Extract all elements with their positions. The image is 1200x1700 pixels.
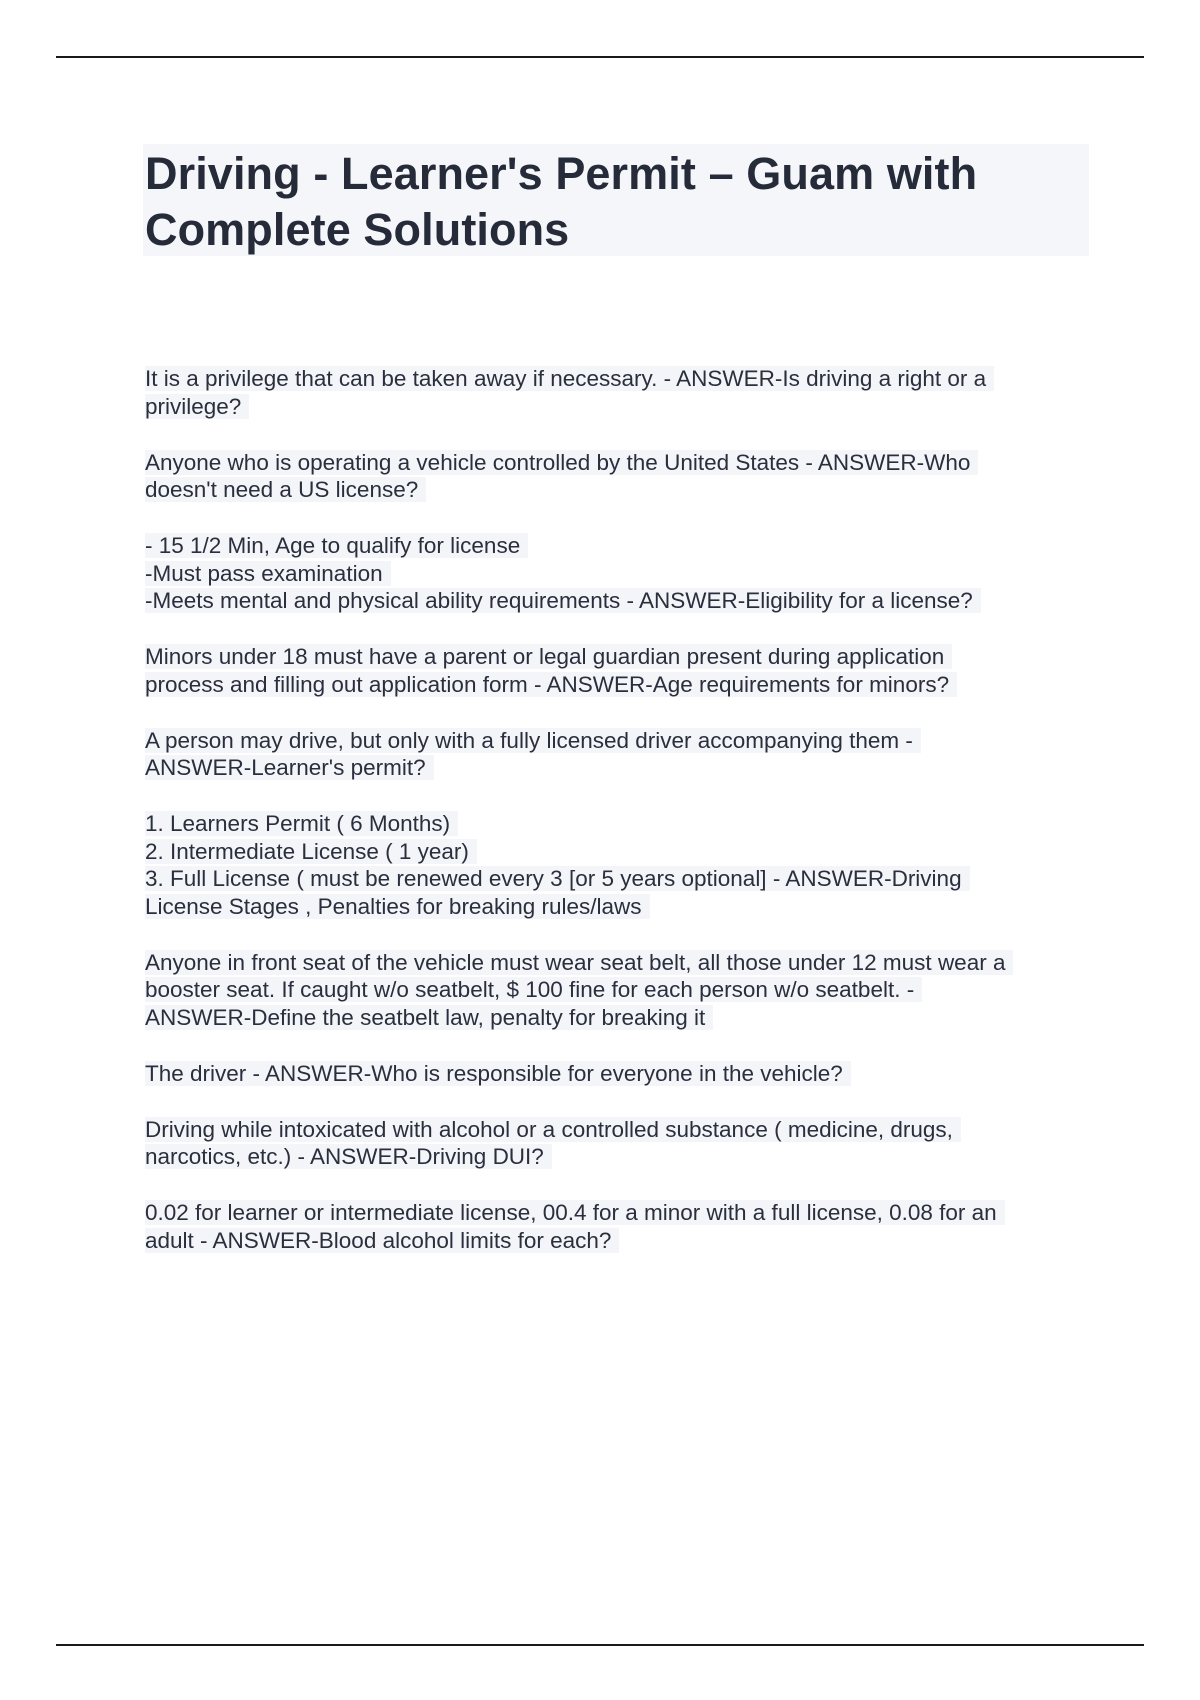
qa-entry	[145, 365, 1090, 420]
qa-entry	[145, 532, 1090, 615]
qa-line: -Must pass examination	[145, 560, 1090, 588]
qa-line: -Meets mental and physical ability requirements - ANSWER-Eligibility for a license?	[145, 587, 1090, 615]
qa-line: privilege?	[145, 393, 1090, 421]
top-rule	[56, 56, 1144, 58]
qa-line: adult - ANSWER-Blood alcohol limits for each?	[145, 1227, 1090, 1255]
qa-line: ANSWER-Learner's permit?	[145, 754, 1090, 782]
title-line: Driving - Learner's Permit – Guam with	[145, 148, 978, 199]
qa-line: License Stages , Penalties for breaking rules/laws	[145, 893, 1090, 921]
qa-line: Minors under 18 must have a parent or legal guardian present during application	[145, 643, 1090, 671]
bottom-rule	[56, 1644, 1144, 1646]
qa-line: - 15 1/2 Min, Age to qualify for license	[145, 532, 1090, 560]
qa-entry	[145, 727, 1090, 782]
qa-line: 3. Full License ( must be renewed every 3 [or 5 years optional] - ANSWER-Driving	[145, 865, 1090, 893]
qa-line: doesn't need a US license?	[145, 476, 1090, 504]
qa-line: 0.02 for learner or intermediate license, 00.4 for a minor with a full license, 0.08 for an	[145, 1199, 1090, 1227]
qa-entry	[145, 949, 1090, 1032]
qa-line: The driver - ANSWER-Who is responsible for everyone in the vehicle?	[145, 1060, 1090, 1088]
qa-entry	[145, 810, 1090, 920]
qa-line: A person may drive, but only with a fully licensed driver accompanying them -	[145, 727, 1090, 755]
qa-entry	[145, 1116, 1090, 1171]
qa-line: It is a privilege that can be taken away if necessary. - ANSWER-Is driving a right or a	[145, 365, 1090, 393]
qa-line: Anyone in front seat of the vehicle must wear seat belt, all those under 12 must wear a	[145, 949, 1090, 977]
title-block	[143, 144, 1089, 256]
qa-line: Anyone who is operating a vehicle controlled by the United States - ANSWER-Who	[145, 449, 1090, 477]
qa-entry	[145, 1199, 1090, 1254]
qa-line: 2. Intermediate License ( 1 year)	[145, 838, 1090, 866]
qa-list	[145, 365, 1090, 1283]
qa-entry	[145, 1060, 1090, 1088]
document-title	[143, 144, 1089, 258]
qa-line: ANSWER-Define the seatbelt law, penalty for breaking it	[145, 1004, 1090, 1032]
qa-line: process and filling out application form - ANSWER-Age requirements for minors?	[145, 671, 1090, 699]
qa-line: booster seat. If caught w/o seatbelt, $ 100 fine for each person w/o seatbelt. -	[145, 976, 1090, 1004]
qa-line: Driving while intoxicated with alcohol or a controlled substance ( medicine, drugs,	[145, 1116, 1090, 1144]
qa-entry	[145, 449, 1090, 504]
title-line: Complete Solutions	[145, 204, 570, 255]
qa-line: narcotics, etc.) - ANSWER-Driving DUI?	[145, 1143, 1090, 1171]
qa-line: 1. Learners Permit ( 6 Months)	[145, 810, 1090, 838]
qa-entry	[145, 643, 1090, 698]
